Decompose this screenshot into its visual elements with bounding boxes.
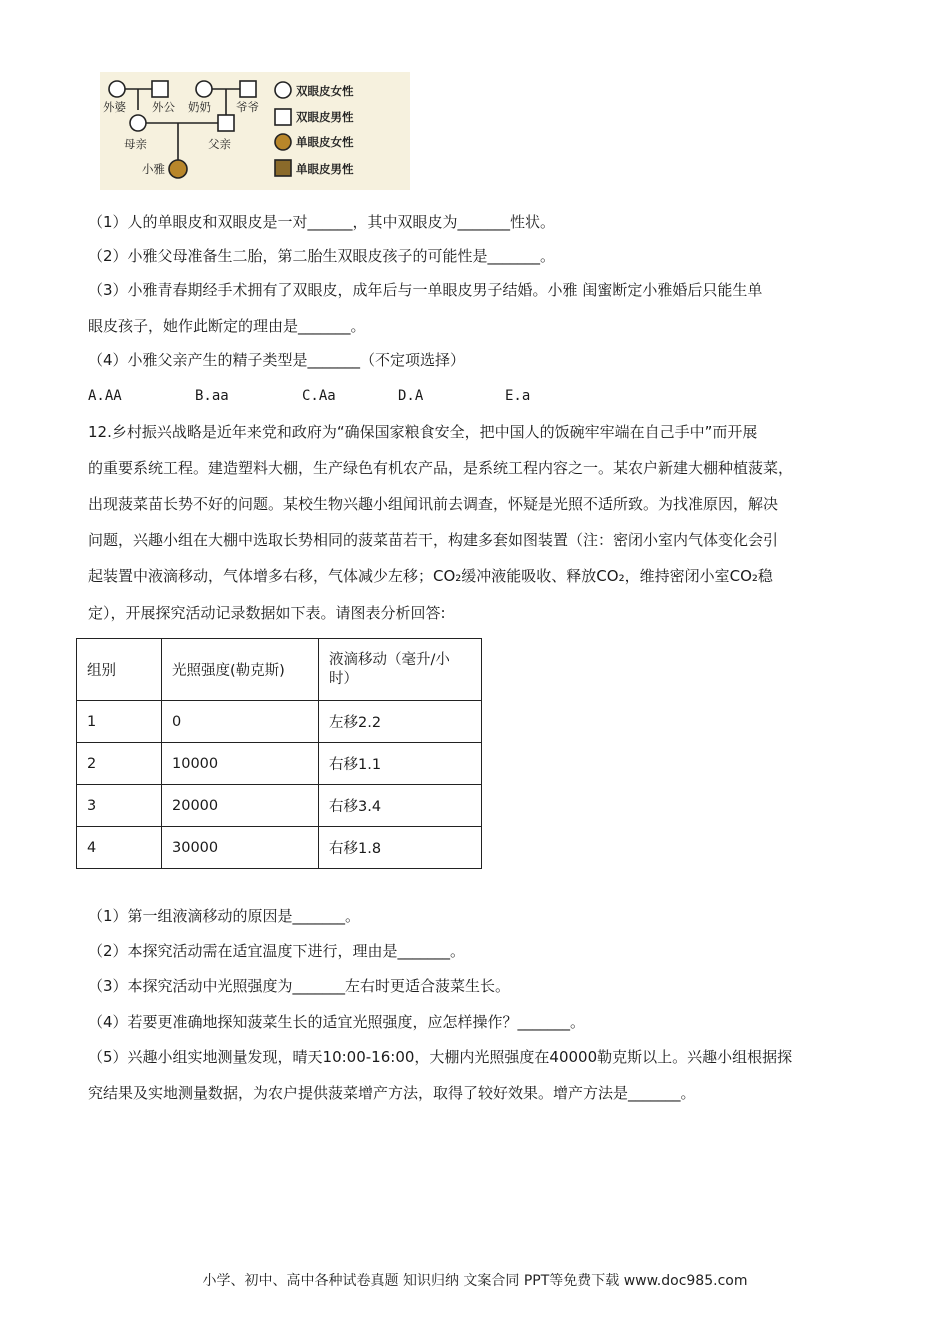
q12-paragraph-line: 出现菠菜苗长势不好的问题。某校生物兴趣小组闻讯前去调查，怀疑是光照不适所致。为找准原因，解决 xyxy=(88,495,779,513)
table-cell: 左移2.2 xyxy=(319,701,482,743)
option-b: B.aa xyxy=(195,388,229,404)
q11-item-2: （2）小雅父母准备生二胎，第二胎生双眼皮孩子的可能性是_______。 xyxy=(88,247,556,265)
label-grandpa-maternal: 外公 xyxy=(152,100,175,114)
pedigree-figure xyxy=(100,72,410,190)
table-cell: 2 xyxy=(77,743,162,785)
legend-label: 单眼皮女性 xyxy=(296,135,354,149)
option-e: E.a xyxy=(505,388,531,404)
label-grandma-maternal: 外婆 xyxy=(103,100,126,114)
option-c: C.Aa xyxy=(302,388,336,404)
table-cell: 右移1.1 xyxy=(319,743,482,785)
table-row xyxy=(77,827,482,869)
q12-item-5-cont: 究结果及实地测量数据，为农户提供菠菜增产方法，取得了较好效果。增产方法是_______。 xyxy=(88,1084,696,1102)
father-symbol xyxy=(218,115,234,131)
label-grandma-paternal: 奶奶 xyxy=(188,100,211,114)
grandma-maternal-symbol xyxy=(109,81,125,97)
q12-item-3: （3）本探究活动中光照强度为_______左右时更适合菠菜生长。 xyxy=(88,977,511,995)
mother-symbol xyxy=(130,115,146,131)
table-header-cell: 组别 xyxy=(77,639,162,701)
table-cell: 0 xyxy=(162,701,319,743)
q12-paragraph-line: 12.乡村振兴战略是近年来党和政府为“确保国家粮食安全，把中国人的饭碗牢牢端在自己手中”而开展 xyxy=(88,423,758,441)
q11-item-1: （1）人的单眼皮和双眼皮是一对______，其中双眼皮为_______性状。 xyxy=(88,213,556,231)
pedigree-diagram xyxy=(100,72,410,190)
page-footer: 小学、初中、高中各种试卷真题 知识归纳 文案合同 PPT等免费下载 www.doc985.com xyxy=(202,1273,748,1289)
table-cell: 10000 xyxy=(162,743,319,785)
label-father: 父亲 xyxy=(208,137,231,151)
grandpa-paternal-symbol xyxy=(240,81,256,97)
table-row xyxy=(77,701,482,743)
table-cell: 右移3.4 xyxy=(319,785,482,827)
q12-paragraph-line: 问题，兴趣小组在大棚中选取长势相同的菠菜苗若干，构建多套如图装置（注：密闭小室内气体变化会引 xyxy=(88,531,779,549)
child-symbol xyxy=(169,160,187,178)
grandpa-maternal-symbol xyxy=(152,81,168,97)
table-row xyxy=(77,743,482,785)
table-header-cell: 液滴移动（毫升/小时） xyxy=(319,639,482,701)
table-cell: 4 xyxy=(77,827,162,869)
q11-item-3: （3）小雅青春期经手术拥有了双眼皮，成年后与一单眼皮男子结婚。小雅 闺蜜断定小雅婚后只能生单 xyxy=(88,281,763,299)
table-row xyxy=(77,785,482,827)
table-cell: 3 xyxy=(77,785,162,827)
q12-paragraph-line: 的重要系统工程。建造塑料大棚，生产绿色有机农产品，是系统工程内容之一。某农户新建大棚种植菠菜， xyxy=(88,459,794,477)
table-header-row xyxy=(77,639,482,701)
table-cell: 20000 xyxy=(162,785,319,827)
table-cell: 1 xyxy=(77,701,162,743)
label-grandpa-paternal: 爷爷 xyxy=(236,100,259,114)
grandma-paternal-symbol xyxy=(196,81,212,97)
option-d: D.A xyxy=(398,388,424,404)
q12-item-2: （2）本探究活动需在适宜温度下进行，理由是_______。 xyxy=(88,942,466,960)
q12-item-4: （4）若要更准确地探知菠菜生长的适宜光照强度，应怎样操作？_______。 xyxy=(88,1013,586,1031)
label-mother: 母亲 xyxy=(124,137,147,151)
q12-item-1: （1）第一组液滴移动的原因是_______。 xyxy=(88,907,361,925)
experiment-table xyxy=(76,638,482,869)
option-a: A.AA xyxy=(88,388,122,404)
table-cell: 右移1.8 xyxy=(319,827,482,869)
q11-item-3-cont: 眼皮孩子，她作此断定的理由是_______。 xyxy=(88,317,366,335)
q11-item-4: （4）小雅父亲产生的精子类型是_______（不定项选择） xyxy=(88,351,466,369)
q12-paragraph-line: 定），开展探究活动记录数据如下表。请图表分析回答: xyxy=(88,604,446,622)
legend-label: 单眼皮男性 xyxy=(296,162,354,176)
q12-paragraph-line: 起装置中液滴移动，气体增多右移，气体减少左移；CO₂缓冲液能吸收、释放CO₂，维持密闭小室CO₂稳 xyxy=(88,567,773,585)
legend-label: 双眼皮女性 xyxy=(296,84,354,98)
label-child: 小雅 xyxy=(142,162,165,176)
table-header-cell: 光照强度(勒克斯) xyxy=(162,639,319,701)
table-cell: 30000 xyxy=(162,827,319,869)
legend-label: 双眼皮男性 xyxy=(296,110,354,124)
q12-item-5: （5）兴趣小组实地测量发现，晴天10:00-16:00，大棚内光照强度在40000勒克斯以上。兴趣小组根据探 xyxy=(88,1048,793,1066)
